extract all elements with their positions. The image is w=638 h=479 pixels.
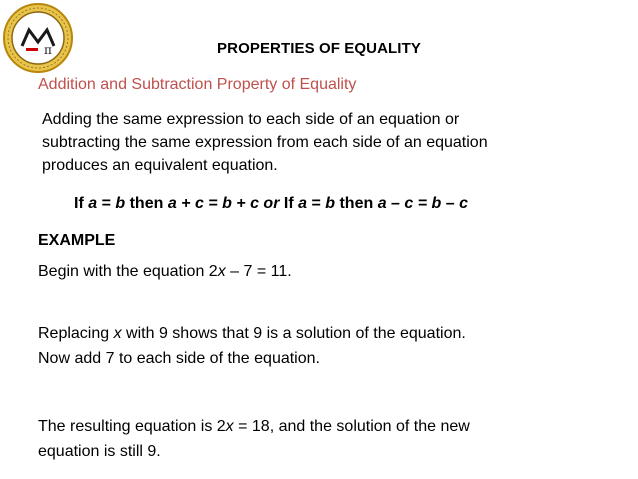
page-title: PROPERTIES OF EQUALITY <box>217 40 421 57</box>
example-line: Begin with the equation 2x – 7 = 11. <box>38 263 292 280</box>
example-line: The resulting equation is 2x = 18, and the solution of the new <box>38 418 470 435</box>
university-seal-icon <box>2 2 74 74</box>
example-line: Replacing x with 9 shows that 9 is a solution of the equation. <box>38 325 466 342</box>
example-line: Now add 7 to each side of the equation. <box>38 350 320 367</box>
subheading: Addition and Subtraction Property of Equality <box>38 76 357 93</box>
example-label: EXAMPLE <box>38 232 116 249</box>
description-line: produces an equivalent equation. <box>42 157 278 174</box>
svg-text:π: π <box>44 43 52 57</box>
property-formula: If a = b then a + c = b + c or If a = b then a – c = b – c <box>74 195 468 212</box>
description-line: Adding the same expression to each side of an equation or <box>42 111 460 128</box>
description <box>42 108 622 177</box>
description-line: subtracting the same expression from each side of an equation <box>42 134 488 151</box>
example-line: equation is still 9. <box>38 443 161 460</box>
